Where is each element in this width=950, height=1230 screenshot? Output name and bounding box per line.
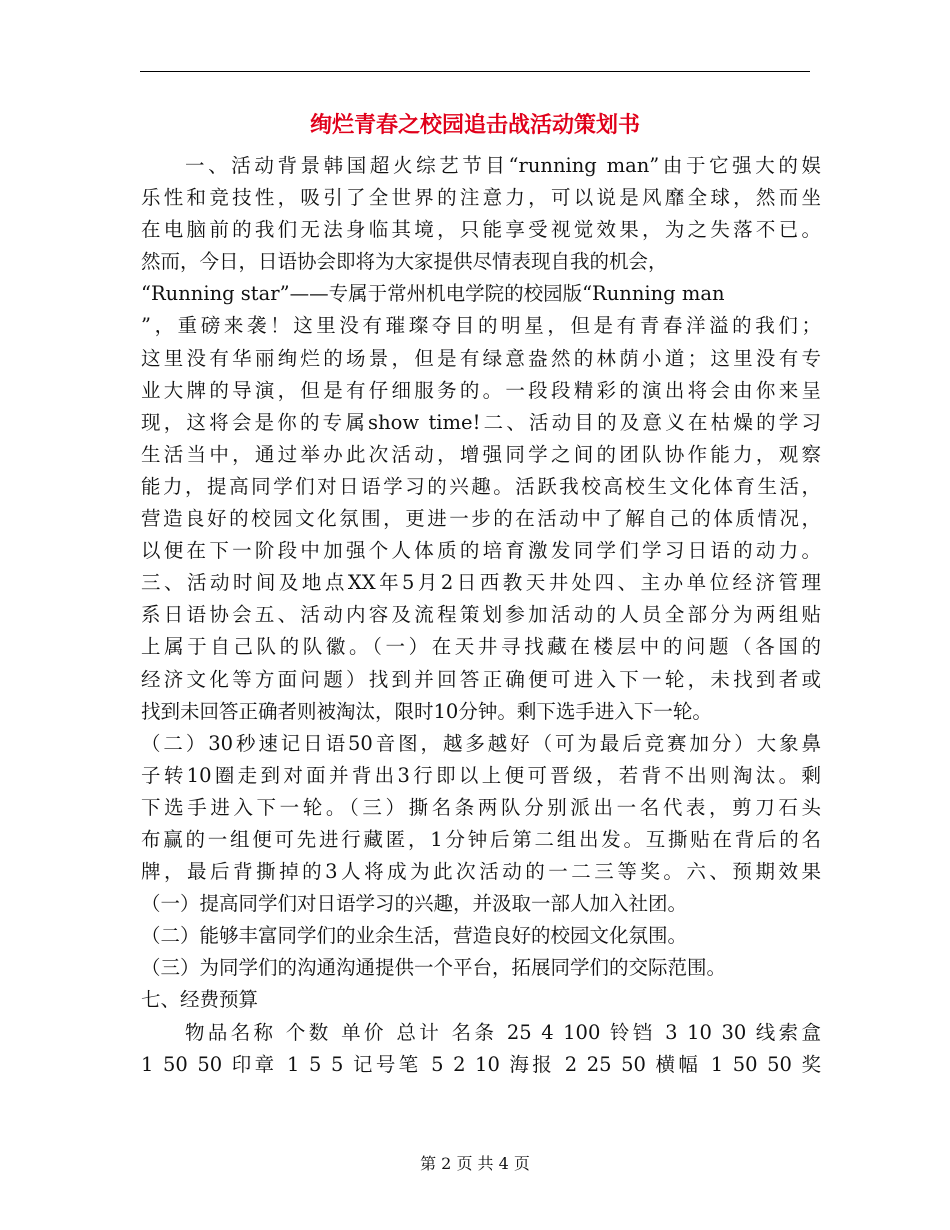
document-body	[141, 150, 821, 1081]
body-line: “Running star”——专属于常州机电学院的校园版“Running man	[141, 282, 725, 306]
body-line: 生活当中，通过举办此次活动，增强同学之间的团队协作能力，观察	[141, 442, 821, 466]
body-line: （三）为同学们的沟通沟通提供一个平台，拓展同学们的交际范围。	[141, 956, 727, 980]
body-line: ”，重磅来袭！这里没有璀璨夺目的明星，但是有青春洋溢的我们；	[141, 314, 821, 338]
page-number: 第 2 页 共 4 页	[420, 1154, 530, 1173]
body-line: 物品名称 个数 单价 总计 名条 25 4 100 铃铛 3 10 30 线索盒	[185, 1020, 821, 1044]
body-line: 乐性和竞技性，吸引了全世界的注意力，可以说是风靡全球，然而坐	[141, 186, 821, 210]
body-line: 七、经费预算	[141, 988, 259, 1012]
body-line: 上属于自己队的队徽。（一）在天井寻找藏在楼层中的问题（各国的	[141, 635, 821, 659]
document-title: 绚烂青春之校园追击战活动策划书	[309, 112, 640, 138]
body-line: （二）30秒速记日语50音图，越多越好（可为最后竞赛加分）大象鼻	[141, 731, 821, 755]
body-line: 一、活动背景韩国超火综艺节目“running man”由于它强大的娱	[185, 154, 821, 177]
body-line: 能力，提高同学们对日语学习的兴趣。活跃我校高校生文化体育生活，	[141, 474, 821, 498]
body-line: 找到未回答正确者则被淘汰，限时10分钟。剩下选手进入下一轮。	[141, 699, 712, 723]
header-rule	[140, 71, 810, 72]
body-line: 这里没有华丽绚烂的场景，但是有绿意盎然的林荫小道；这里没有专	[141, 346, 821, 370]
body-line: 三、活动时间及地点XX年5月2日西教天井处四、主办单位经济管理	[141, 571, 821, 595]
body-line: （一）提高同学们对日语学习的兴趣，并汲取一部人加入社团。	[141, 892, 688, 916]
body-line: 子转10圈走到对面并背出3行即以上便可晋级，若背不出则淘汰。剩	[141, 763, 821, 787]
body-line: 1 50 50 印章 1 5 5 记号笔 5 2 10 海报 2 25 50 横幅 1 50 50 奖	[141, 1052, 821, 1076]
body-line: （二）能够丰富同学们的业余生活，营造良好的校园文化氛围。	[141, 924, 688, 948]
body-line: 系日语协会五、活动内容及流程策划参加活动的人员全部分为两组贴	[141, 603, 821, 627]
body-line: 下选手进入下一轮。（三）撕名条两队分别派出一名代表，剪刀石头	[141, 795, 821, 819]
body-line: 经济文化等方面问题）找到并回答正确便可进入下一轮，未找到者或	[141, 667, 821, 691]
body-line: 牌，最后背撕掉的3人将成为此次活动的一二三等奖。六、预期效果	[141, 860, 821, 884]
body-line: 然而，今日，日语协会即将为大家提供尽情表现自我的机会，	[141, 250, 668, 274]
body-line: 在电脑前的我们无法身临其境，只能享受视觉效果，为之失落不已。	[141, 218, 821, 242]
body-line: 营造良好的校园文化氛围，更进一步的在活动中了解自己的体质情况，	[141, 507, 821, 531]
body-line: 以便在下一阶段中加强个人体质的培育激发同学们学习日语的动力。	[141, 539, 821, 563]
body-line: 业大牌的导演，但是有仔细服务的。一段段精彩的演出将会由你来呈	[141, 378, 821, 402]
body-line: 现，这将会是你的专属show time!二、活动目的及意义在枯燥的学习	[141, 410, 821, 434]
body-line: 布赢的一组便可先进行藏匿，1分钟后第二组出发。互撕贴在背后的名	[141, 827, 821, 851]
